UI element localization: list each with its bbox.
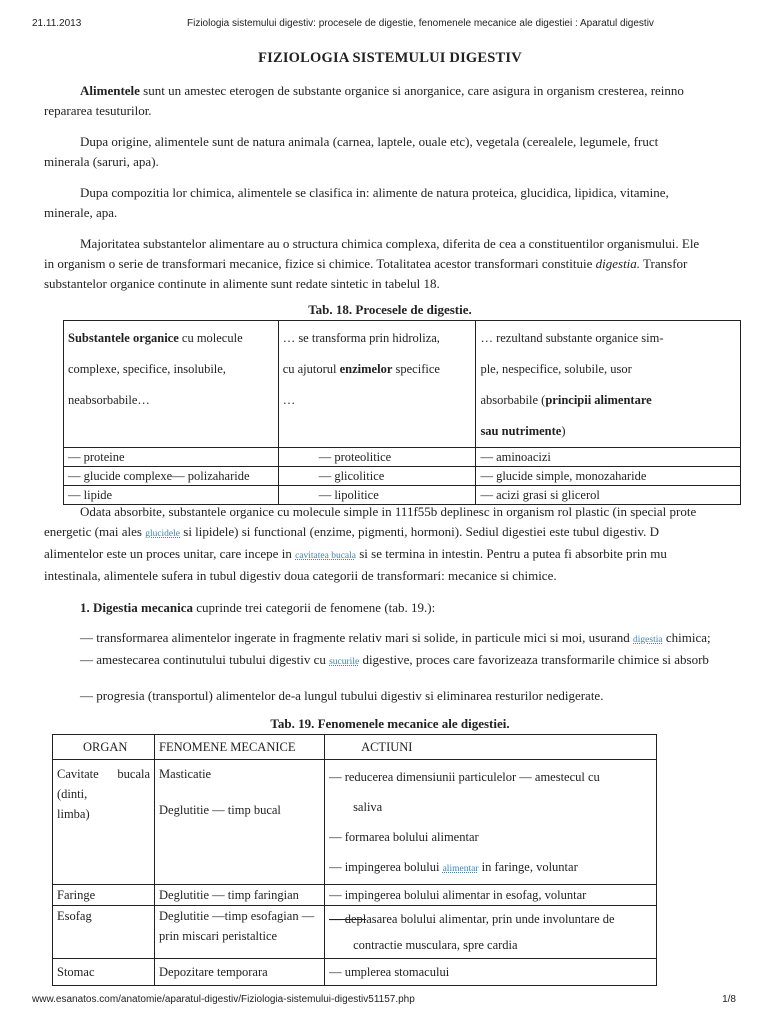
table-cell: — impingerea bolului alimentar in esofag, voluntar bbox=[325, 885, 657, 906]
text: in faringe, voluntar bbox=[478, 860, 578, 874]
paragraph-line: substantelor organice continute in alimente sunt redate sintetic in tabelul 18. bbox=[44, 276, 440, 291]
italic-term: digestia. bbox=[595, 256, 641, 271]
table-18-caption: Tab. 18. Procesele de digestie. bbox=[308, 302, 472, 317]
bullet-amestecarea bbox=[44, 650, 768, 672]
table-cell bbox=[476, 321, 741, 448]
text: — impingerea bolului bbox=[329, 860, 443, 874]
table-cell bbox=[155, 906, 325, 959]
column-header-organ: ORGAN bbox=[53, 735, 155, 760]
table-cell bbox=[155, 760, 325, 885]
table-cell: Depozitare temporara bbox=[155, 959, 325, 986]
table-19-caption: Tab. 19. Fenomenele mecanice ale digestiei. bbox=[270, 716, 510, 731]
paragraph-line: intestinala, alimentele sufera in tubul digestiv doua categorii de transformari: mecanice si chimice. bbox=[44, 568, 557, 583]
bullet-transformarea bbox=[44, 628, 768, 650]
table-row bbox=[64, 448, 741, 467]
post-table-text bbox=[44, 502, 768, 706]
text: Transfor bbox=[640, 256, 688, 271]
text: … bbox=[282, 393, 296, 407]
bold-term: principii alimentare bbox=[545, 393, 652, 407]
table-row bbox=[64, 467, 741, 486]
paragraph-line: minerale, apa. bbox=[44, 205, 118, 220]
text: sunt un amestec eterogen de substante organice si anorganice, care asigura in organism cresterea, reinno bbox=[139, 83, 684, 98]
paragraph-line: repararea tesuturilor. bbox=[44, 103, 152, 118]
table-cell: — lipolitice bbox=[278, 486, 476, 505]
link-sucurile[interactable]: sucurile bbox=[329, 657, 360, 667]
text: specifice bbox=[392, 362, 440, 376]
paragraph-origine: Dupa origine, alimentele sunt de natura animala (carnea, laptele, ouale etc), vegetala (cerealele, legumele, fruct bbox=[80, 134, 659, 149]
text: alimentelor este un proces unitar, care incepe in bbox=[44, 546, 296, 561]
link-glucidele[interactable]: glucidele bbox=[145, 529, 181, 539]
text: si lipidele) si functional (enzime, pigmenti, hormoni). Sediul digestiei este tubul digestiv. D bbox=[180, 524, 660, 539]
bold-term: enzimelor bbox=[339, 362, 393, 376]
text: chimica; bbox=[662, 630, 711, 645]
text: — amestecarea continutului tubului digestiv cu bbox=[80, 652, 330, 667]
article-title: FIZIOLOGIA SISTEMULUI DIGESTIV bbox=[258, 50, 522, 66]
table-cell: Deglutitie — timp faringian bbox=[155, 885, 325, 906]
text: si se termina in intestin. Pentru a putea fi absorbite prin mu bbox=[355, 546, 667, 561]
text: Cavitate bucala bbox=[57, 767, 151, 781]
table-cell bbox=[278, 321, 476, 448]
paragraph-compozitie: Dupa compozitia lor chimica, alimentele se clasifica in: alimente de natura proteica, glucidica, lipidica, vitamine, bbox=[80, 185, 669, 200]
text: … rezultand substante organice sim- bbox=[480, 331, 664, 345]
table-cell bbox=[64, 321, 279, 448]
text: saliva bbox=[353, 800, 383, 814]
bold-term: sau nutrimente bbox=[480, 424, 562, 438]
print-url: www.esanatos.com/anatomie/aparatul-digestiv/Fiziologia-sistemului-digestiv51157.php bbox=[32, 994, 415, 1005]
table-row bbox=[53, 760, 657, 885]
text: prin miscari peristaltice bbox=[159, 929, 278, 943]
text: Deglutitie —timp esofagian — bbox=[159, 909, 315, 923]
text: — transformarea alimentelor ingerate in fragmente relativ mari si solide, in particule mici si moi, usurand bbox=[80, 630, 634, 645]
text: Masticatie bbox=[159, 767, 212, 781]
link-alimentar[interactable]: alimentar bbox=[442, 864, 479, 874]
table-row bbox=[53, 885, 657, 906]
text: cu molecule bbox=[178, 331, 243, 345]
paragraph-alimentele bbox=[44, 81, 768, 101]
text: Deglutitie — timp bucal bbox=[159, 803, 281, 817]
text: — depl bbox=[329, 912, 367, 926]
table-cell: Faringe bbox=[53, 885, 155, 906]
bold-term: Alimentele bbox=[80, 83, 140, 98]
article-content bbox=[44, 42, 768, 992]
paragraph-line: minerala (saruri, apa). bbox=[44, 154, 159, 169]
print-header bbox=[32, 18, 736, 32]
link-cavitatea-bucala[interactable]: cavitatea bucala bbox=[295, 551, 356, 561]
print-date: 21.11.2013 bbox=[32, 18, 82, 29]
paragraph-majoritatea: Majoritatea substantelor alimentare au o structura chimica complexa, diferita de cea a constituentilor organismului. Ele bbox=[80, 236, 700, 251]
table-cell: — glicolitice bbox=[278, 467, 476, 486]
print-footer bbox=[32, 994, 736, 1008]
table-cell: — umplerea stomacului bbox=[325, 959, 657, 986]
column-header-actiuni: ACTIUNI bbox=[325, 735, 657, 760]
table-cell: — lipide bbox=[64, 486, 279, 505]
text: (dinti, bbox=[57, 787, 88, 801]
text: digestive, proces care favorizeaza transformarile chimice si absorb bbox=[359, 652, 709, 667]
table-cell: — acizi grasi si glicerol bbox=[476, 486, 741, 505]
table-header-row bbox=[53, 735, 657, 760]
table-cell: — aminoacizi bbox=[476, 448, 741, 467]
text: asarea bolului alimentar, prin unde involuntare de bbox=[366, 912, 615, 926]
table-18-digestion-processes bbox=[63, 320, 741, 505]
page-number: 1/8 bbox=[722, 994, 736, 1005]
text: complexe, specifice, insolubile, bbox=[68, 362, 226, 376]
bold-term: 1. Digestia mecanica bbox=[80, 600, 194, 615]
text: … se transforma prin hidroliza, bbox=[282, 331, 440, 345]
table-cell: — proteine bbox=[64, 448, 279, 467]
table-row bbox=[53, 959, 657, 986]
text: — formarea bolului alimentar bbox=[329, 830, 479, 844]
paragraph-line bbox=[44, 522, 768, 544]
table-19-mechanical-phenomena bbox=[52, 734, 657, 986]
column-header-fenomene: FENOMENE MECANICE bbox=[155, 735, 325, 760]
section-heading-digestia-mecanica bbox=[44, 598, 768, 618]
link-digestia[interactable]: digestia bbox=[633, 635, 663, 645]
text: cuprinde trei categorii de fenomene (tab. 19.): bbox=[193, 600, 436, 615]
table-cell: — glucide complexe— polizaharide bbox=[64, 467, 279, 486]
text: in organism o serie de transformari mecanice, fizice si chimice. Totalitatea acestor transformari constituie bbox=[44, 256, 596, 271]
paragraph-line bbox=[44, 254, 768, 274]
text: energetic (mai ales bbox=[44, 524, 146, 539]
table-row bbox=[53, 906, 657, 959]
paragraph-absorbite: Odata absorbite, substantele organice cu molecule simple in 111f55b deplinesc in organism rol plastic (in special prote bbox=[80, 504, 697, 519]
paragraph-line bbox=[44, 544, 768, 566]
text: — reducerea dimensiunii particulelor — amestecul cu bbox=[329, 770, 600, 784]
table-cell: — proteolitice bbox=[278, 448, 476, 467]
table-row bbox=[64, 321, 741, 448]
text: contractie musculara, spre cardia bbox=[353, 938, 518, 952]
text: neabsorbabile… bbox=[68, 393, 150, 407]
bullet-progresia: — progresia (transportul) alimentelor de-a lungul tubului digestiv si eliminarea resturilor nedigerate. bbox=[80, 688, 604, 703]
table-cell: Stomac bbox=[53, 959, 155, 986]
table-cell bbox=[325, 906, 657, 959]
table-cell bbox=[53, 760, 155, 885]
bold-term: Substantele organice bbox=[68, 331, 179, 345]
text: ple, nespecifice, solubile, usor bbox=[480, 362, 632, 376]
text: cu ajutorul bbox=[282, 362, 340, 376]
table-cell: — glucide simple, monozaharide bbox=[476, 467, 741, 486]
text: limba) bbox=[57, 807, 90, 821]
text: absorbabile ( bbox=[480, 393, 546, 407]
table-cell bbox=[325, 760, 657, 885]
print-page-title: Fiziologia sistemului digestiv: procesele de digestie, fenomenele mecanice ale digestiei : Aparatul digestiv bbox=[187, 18, 654, 29]
table-cell: Esofag bbox=[53, 906, 155, 959]
text: ) bbox=[561, 424, 566, 438]
